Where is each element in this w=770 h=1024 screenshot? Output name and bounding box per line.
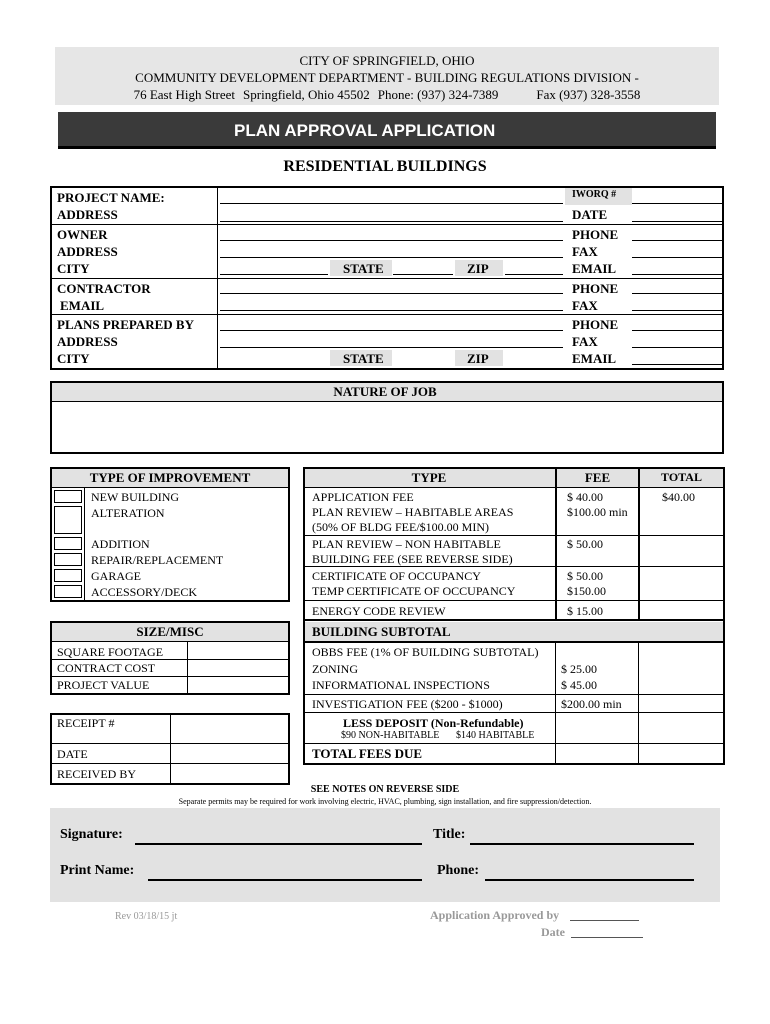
preparer-fax-label: FAX bbox=[572, 334, 598, 349]
owner-label: OWNER bbox=[57, 227, 108, 242]
accessory-deck-checkbox[interactable] bbox=[54, 585, 82, 598]
owner-phone-field[interactable] bbox=[632, 240, 722, 241]
contract-cost-label: CONTRACT COST bbox=[57, 661, 156, 675]
separate-permits-note: Separate permits may be required for work involving electric, HVAC, plumbing, sign installation, and fire suppression/detection. bbox=[178, 797, 592, 806]
project-name-label: PROJECT NAME: bbox=[57, 190, 165, 205]
receipt-date-field[interactable] bbox=[172, 745, 288, 762]
plans-prepared-by-field[interactable] bbox=[220, 330, 563, 331]
approval-date-field[interactable] bbox=[571, 937, 643, 938]
department-name: COMMUNITY DEVELOPMENT DEPARTMENT - BUILDING REGULATIONS DIVISION - bbox=[135, 70, 639, 85]
owner-email-field[interactable] bbox=[632, 274, 722, 275]
square-footage-label: SQUARE FOOTAGE bbox=[57, 645, 164, 659]
owner-fax-label: FAX bbox=[572, 244, 598, 259]
city-state-zip: Springfield, Ohio 45502 bbox=[243, 87, 370, 102]
fee-row-fee: $150.00 bbox=[567, 584, 606, 598]
preparer-address-label: ADDRESS bbox=[57, 334, 118, 349]
preparer-state-label: STATE bbox=[343, 351, 384, 366]
contract-cost-field[interactable] bbox=[189, 660, 288, 675]
receipt-number-label: RECEIPT # bbox=[57, 716, 115, 730]
phone-label: Phone: bbox=[437, 863, 479, 878]
contractor-phone-field[interactable] bbox=[632, 293, 722, 294]
preparer-email-field[interactable] bbox=[632, 364, 722, 365]
alteration-label: ALTERATION bbox=[91, 506, 165, 520]
owner-zip-label: ZIP bbox=[467, 261, 489, 276]
addition-checkbox[interactable] bbox=[54, 537, 82, 550]
owner-fax-field[interactable] bbox=[632, 257, 722, 258]
city-name: CITY OF SPRINGFIELD, OHIO bbox=[299, 53, 475, 68]
fee-row-total: $40.00 bbox=[662, 490, 695, 504]
fee-row-fee: $ 50.00 bbox=[567, 569, 603, 583]
fee-row-type: BUILDING FEE (SEE REVERSE SIDE) bbox=[312, 552, 513, 566]
contractor-fax-label: FAX bbox=[572, 298, 598, 313]
fee-row-fee: $100.00 min bbox=[567, 505, 628, 519]
owner-city-field[interactable] bbox=[220, 274, 328, 275]
contact-line bbox=[55, 86, 719, 103]
owner-address-label: ADDRESS bbox=[57, 244, 118, 259]
office-fax: Fax (937) 328-3558 bbox=[536, 87, 641, 102]
contractor-email-label: EMAIL bbox=[60, 298, 105, 313]
street-address: 76 East High Street bbox=[133, 87, 236, 102]
fee-row-type: PLAN REVIEW – NON HABITABLE bbox=[312, 537, 501, 551]
fee-row-type: ENERGY CODE REVIEW bbox=[312, 604, 446, 618]
fee-row-type: INFORMATIONAL INSPECTIONS bbox=[312, 678, 490, 692]
signature-label: Signature: bbox=[60, 827, 123, 842]
accessory-deck-label: ACCESSORY/DECK bbox=[91, 585, 198, 599]
owner-field[interactable] bbox=[220, 240, 563, 241]
fee-row-type: CERTIFICATE OF OCCUPANCY bbox=[312, 569, 481, 583]
repair-replacement-checkbox[interactable] bbox=[54, 553, 82, 566]
repair-replacement-label: REPAIR/REPLACEMENT bbox=[91, 553, 224, 567]
letterhead bbox=[55, 47, 719, 105]
iworq-field[interactable] bbox=[632, 203, 722, 204]
square-footage-field[interactable] bbox=[189, 642, 288, 658]
preparer-phone-field[interactable] bbox=[632, 330, 722, 331]
reverse-side-note: SEE NOTES ON REVERSE SIDE bbox=[310, 784, 460, 795]
contractor-field[interactable] bbox=[220, 293, 563, 294]
contractor-email-field[interactable] bbox=[220, 310, 563, 311]
nature-of-job-heading: NATURE OF JOB bbox=[333, 384, 437, 399]
fee-row-fee: $ 15.00 bbox=[567, 604, 603, 618]
garage-label: GARAGE bbox=[91, 569, 141, 583]
fee-row-type: PLAN REVIEW – HABITABLE AREAS bbox=[312, 505, 514, 519]
preparer-email-label: EMAIL bbox=[572, 351, 617, 366]
fee-row-type: (50% OF BLDG FEE/$100.00 MIN) bbox=[312, 520, 489, 534]
fee-heading: FEE bbox=[584, 470, 611, 485]
approved-by-field[interactable] bbox=[570, 920, 639, 921]
received-by-label: RECEIVED BY bbox=[57, 767, 136, 781]
title-label: Title: bbox=[433, 827, 466, 842]
total-heading: TOTAL bbox=[661, 470, 702, 484]
fee-row-fee: $ 40.00 bbox=[567, 490, 603, 504]
project-value-field[interactable] bbox=[189, 677, 288, 693]
fee-row-type: OBBS FEE (1% OF BUILDING SUBTOTAL) bbox=[312, 645, 539, 659]
date-label: DATE bbox=[572, 207, 608, 222]
size-misc-heading: SIZE/MISC bbox=[136, 624, 204, 639]
receipt-number-field[interactable] bbox=[172, 715, 288, 742]
deposit-habitable: $140 HABITABLE bbox=[456, 730, 535, 741]
total-fees-due-label: TOTAL FEES DUE bbox=[312, 746, 423, 761]
received-by-field[interactable] bbox=[172, 765, 288, 783]
garage-checkbox[interactable] bbox=[54, 569, 82, 582]
type-of-improvement-heading: TYPE OF IMPROVEMENT bbox=[89, 470, 251, 485]
preparer-city-label: CITY bbox=[57, 351, 90, 366]
alteration-checkbox[interactable] bbox=[54, 506, 82, 534]
plans-prepared-by-label: PLANS PREPARED BY bbox=[57, 317, 194, 332]
deposit-non-habitable: $90 NON-HABITABLE bbox=[341, 730, 440, 741]
building-subtotal-label: BUILDING SUBTOTAL bbox=[312, 624, 451, 639]
preparer-zip-label: ZIP bbox=[467, 351, 489, 366]
phone-field[interactable] bbox=[485, 879, 694, 881]
owner-city-label: CITY bbox=[57, 261, 90, 276]
preparer-phone-label: PHONE bbox=[572, 317, 619, 332]
fee-row-fee: $ 45.00 bbox=[561, 678, 597, 692]
approved-by-label: Application Approved by bbox=[430, 908, 560, 922]
contractor-fax-field[interactable] bbox=[632, 310, 722, 311]
approval-date-label: Date bbox=[541, 925, 565, 939]
owner-state-field[interactable] bbox=[393, 274, 453, 275]
new-building-checkbox[interactable] bbox=[54, 490, 82, 503]
iworq-label: IWORQ # bbox=[572, 189, 617, 200]
signature-section bbox=[50, 808, 720, 902]
fee-row-type: TEMP CERTIFICATE OF OCCUPANCY bbox=[312, 584, 516, 598]
fee-row-type: INVESTIGATION FEE ($200 - $1000) bbox=[312, 697, 503, 711]
nature-of-job-field[interactable] bbox=[53, 403, 721, 452]
fee-row-fee: $200.00 min bbox=[561, 697, 622, 711]
receipt-date-label: DATE bbox=[57, 747, 88, 761]
project-address-field[interactable] bbox=[220, 221, 563, 222]
project-name-field[interactable] bbox=[220, 203, 563, 204]
owner-phone-label: PHONE bbox=[572, 227, 619, 242]
project-value-label: PROJECT VALUE bbox=[57, 678, 150, 692]
owner-email-label: EMAIL bbox=[572, 261, 617, 276]
print-name-label: Print Name: bbox=[60, 863, 135, 878]
fee-row-fee: $ 50.00 bbox=[567, 537, 603, 551]
less-deposit-label: LESS DEPOSIT (Non-Refundable) bbox=[343, 716, 524, 730]
office-phone: Phone: (937) 324-7389 bbox=[377, 87, 499, 102]
owner-zip-field[interactable] bbox=[505, 274, 563, 275]
form-title: PLAN APPROVAL APPLICATION bbox=[58, 112, 716, 149]
print-name-field[interactable] bbox=[148, 879, 422, 881]
type-heading: TYPE bbox=[411, 470, 447, 485]
preparer-address-field[interactable] bbox=[220, 347, 563, 348]
form-subtitle: RESIDENTIAL BUILDINGS bbox=[283, 158, 487, 175]
new-building-label: NEW BUILDING bbox=[91, 490, 180, 504]
fee-row-fee: $ 25.00 bbox=[561, 662, 597, 676]
contractor-phone-label: PHONE bbox=[572, 281, 619, 296]
title-field[interactable] bbox=[470, 843, 694, 845]
project-address-label: ADDRESS bbox=[57, 207, 118, 222]
owner-address-field[interactable] bbox=[220, 257, 563, 258]
owner-state-label: STATE bbox=[343, 261, 384, 276]
fee-row-type: APPLICATION FEE bbox=[312, 490, 414, 504]
fee-row-type: ZONING bbox=[312, 662, 358, 676]
contractor-label: CONTRACTOR bbox=[57, 281, 151, 296]
date-field[interactable] bbox=[632, 221, 722, 222]
addition-label: ADDITION bbox=[91, 537, 150, 551]
preparer-fax-field[interactable] bbox=[632, 347, 722, 348]
signature-field[interactable] bbox=[135, 843, 422, 845]
revision-note: Rev 03/18/15 jt bbox=[115, 911, 178, 922]
